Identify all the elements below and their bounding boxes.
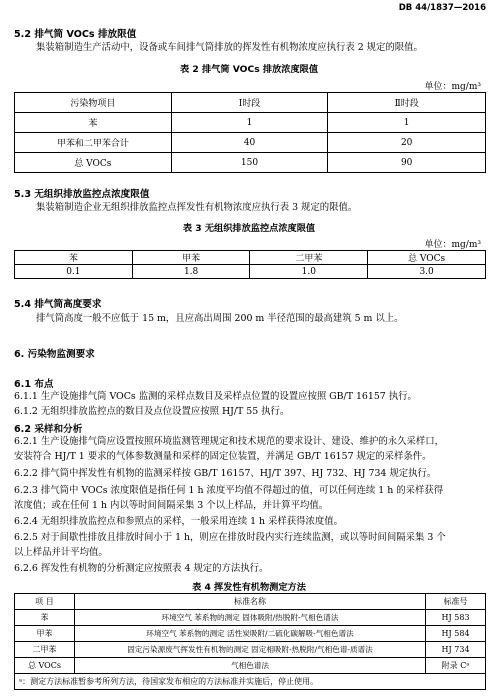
- table-cell: 苯: [15, 610, 75, 626]
- section-5-3-heading: 5.3 无组织排放监控点浓度限值: [14, 189, 150, 200]
- table-cell: 1.0: [250, 265, 368, 279]
- table-cell: 1.8: [132, 265, 250, 279]
- paragraph-6-2-1: 6.2.1 生产设施排气筒应设置按照环境监测管理规定和技术规范的要求设计、建设、维护的永久采样口，: [14, 436, 444, 447]
- table-cell: HJ 583: [426, 610, 486, 626]
- table-cell: 环境空气 苯系物的测定 活性炭吸附/二硫化碳解吸-气相色谱法: [74, 626, 425, 642]
- table-row: [15, 153, 486, 173]
- table-cell: 20: [328, 133, 486, 153]
- table-cell: 总 VOCs: [15, 658, 75, 674]
- table-3-unit: 单位：mg/m³: [424, 240, 481, 250]
- section-5-2-body: 集装箱制造生产活动中，设备或车间排气筒排放的挥发性有机物浓度应执行表 2 规定的限值。: [36, 42, 423, 53]
- header-cell: 二甲苯: [250, 251, 368, 265]
- paragraph-6-1-2: 6.1.2 无组织排放监控点的数目及点位设置应按照 HJ/T 55 执行。: [14, 406, 290, 417]
- header-cell: 标准名称: [74, 594, 425, 610]
- table-cell: HJ 734: [426, 642, 486, 658]
- section-5-4-heading: 5.4 排气筒高度要求: [14, 299, 102, 310]
- table-cell: 固定污染源废气挥发性有机物的测定 固定相吸附-热脱附/气相色谱-质谱法: [74, 642, 425, 658]
- table-row: [15, 265, 486, 279]
- table-cell: 甲苯: [15, 626, 75, 642]
- header-cell: 总 VOCs: [368, 251, 486, 265]
- paragraph-6-2-6: 6.2.6 挥发性有机物的分析测定应按照表 4 规定的方法执行。: [14, 563, 269, 574]
- section-5-3-body: 集装箱制造企业无组织排放监控点挥发性有机物浓度应执行表 3 规定的限值。: [36, 202, 358, 213]
- table-row: [15, 133, 486, 153]
- table-row: [15, 113, 486, 133]
- paragraph-6-2-2: 6.2.2 排气筒中挥发性有机物的监测采样按 GB/T 16157、HJ/T 397、HJ 732、HJ 734 规定执行。: [14, 468, 437, 479]
- paragraph-6-2-3: 6.2.3 排气筒中 VOCs 浓度限值是指任何 1 h 浓度平均值不得超过的值，可以任何连续 1 h 的采样获得: [14, 485, 444, 496]
- table-cell: 附录 Cᵃ: [426, 658, 486, 674]
- section-6-heading: 6. 污染物监测要求: [14, 349, 95, 360]
- table-3: [14, 250, 486, 279]
- table-2: [14, 92, 486, 173]
- table-cell: 90: [328, 153, 486, 173]
- table-4: [14, 593, 486, 690]
- header-cell: 项 目: [15, 594, 75, 610]
- table-cell: 二甲苯: [15, 642, 75, 658]
- table-cell: 40: [171, 133, 328, 153]
- paragraph-6-2-5: 6.2.5 对于间歇性排放且排放时间小于 1 h，则应在排放时段内实行连续监测，或以等时间间隔采集 3 个: [14, 532, 446, 543]
- table-header-row: [15, 93, 486, 113]
- table-note: ᵃ：测定方法标准暂参考所列方法，待国家发布相应的方法标准并实施后，停止使用。: [15, 674, 486, 690]
- table-cell: 环境空气 苯系物的测定 固体吸附/热脱附-气相色谱法: [74, 610, 425, 626]
- header-cell: 苯: [15, 251, 133, 265]
- table-cell: 150: [171, 153, 328, 173]
- table-cell: HJ 584: [426, 626, 486, 642]
- table-cell: 1: [171, 113, 328, 133]
- table-2-caption: 表 2 排气筒 VOCs 排放浓度限值: [179, 64, 319, 75]
- paragraph-6-2-5-cont: 以上样品并计平均值。: [14, 547, 108, 558]
- document-id: DB 44/1837—2016: [398, 3, 486, 13]
- header-cell: 甲苯: [132, 251, 250, 265]
- table-cell: 甲苯和二甲苯合计: [15, 133, 172, 153]
- table-4-caption: 表 4 挥发性有机物测定方法: [192, 582, 306, 593]
- section-6-1-heading: 6.1 布点: [14, 379, 54, 390]
- section-5-4-body: 排气筒高度一般不应低于 15 m，且应高出周围 200 m 半径范围的最高建筑 5 m 以上。: [36, 313, 404, 324]
- header-cell: 标准号: [426, 594, 486, 610]
- table-row: [15, 658, 486, 674]
- table-header-row: [15, 594, 486, 610]
- table-2-unit: 单位：mg/m³: [424, 82, 481, 92]
- section-6-2-heading: 6.2 采样和分析: [14, 424, 83, 435]
- header-cell: 污染物项目: [15, 93, 172, 113]
- table-cell: 1: [328, 113, 486, 133]
- header-cell: Ⅰ时段: [171, 93, 328, 113]
- table-3-caption: 表 3 无组织排放监控点浓度限值: [182, 223, 316, 234]
- table-cell: 苯: [15, 113, 172, 133]
- table-row: [15, 642, 486, 658]
- section-5-2-heading: 5.2 排气筒 VOCs 排放限值: [14, 29, 137, 40]
- table-cell: 0.1: [15, 265, 133, 279]
- table-row: [15, 610, 486, 626]
- header-cell: Ⅱ时段: [328, 93, 486, 113]
- paragraph-6-2-1-cont: 安装符合 HJ/T 1 要求的气体参数测量和采样的固定位装置，并满足 GB/T 16157 规定的采样条件。: [14, 451, 432, 462]
- table-cell: 气相色谱法: [74, 658, 425, 674]
- table-cell: 总 VOCs: [15, 153, 172, 173]
- table-row: [15, 626, 486, 642]
- paragraph-6-2-3-cont: 浓度值；或在任何 1 h 内以等时间间隔采集 3 个以上样品，并计算平均值。: [14, 500, 329, 511]
- table-cell: 3.0: [368, 265, 486, 279]
- paragraph-6-2-4: 6.2.4 无组织排放监控点和参照点的采样，一般采用连续 1 h 采样获得浓度值。: [14, 516, 344, 527]
- table-note-row: [15, 674, 486, 690]
- table-header-row: [15, 251, 486, 265]
- paragraph-6-1-1: 6.1.1 生产设施排气筒 VOCs 监测的采样点数目及采样点位置的设置应按照 GB/T 16157 执行。: [14, 391, 417, 402]
